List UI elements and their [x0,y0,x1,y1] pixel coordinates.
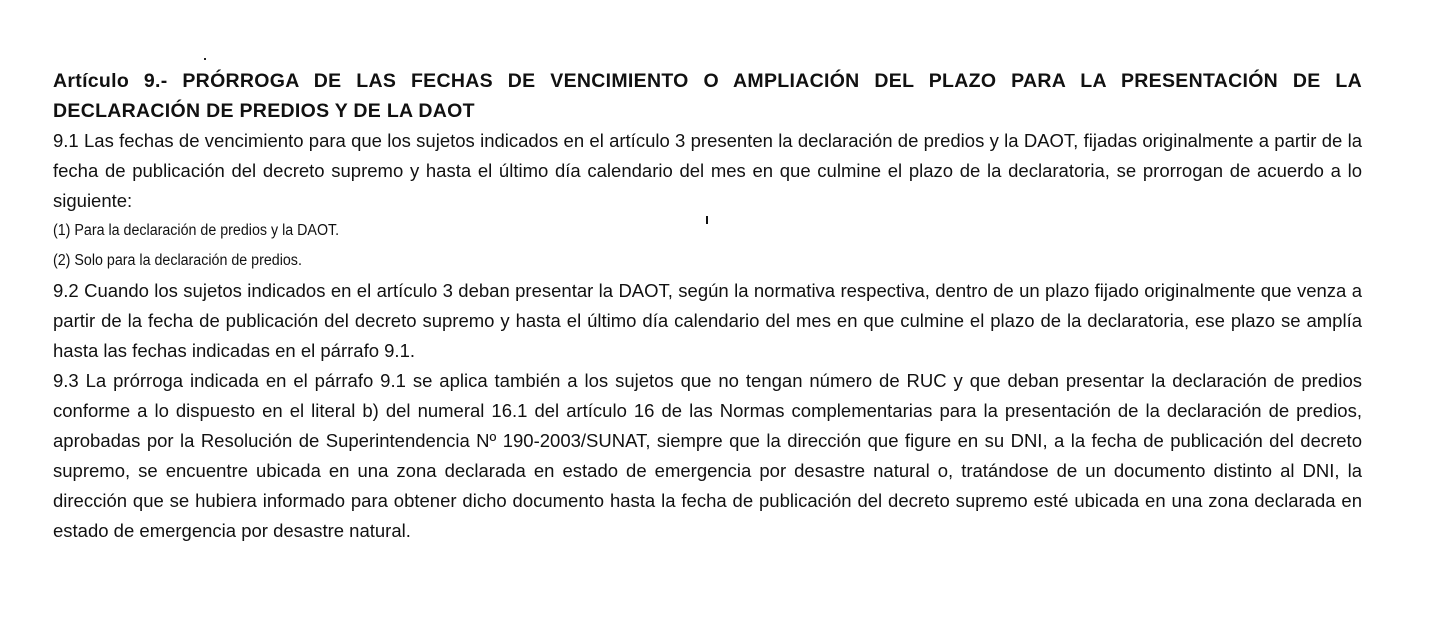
stray-dot [204,58,206,60]
footnote-1: (1) Para la declaración de predios y la DAOT. [53,222,340,239]
article-title: Artículo 9.- PRÓRROGA DE LAS FECHAS DE VENCIMIENTO O AMPLIACIÓN DEL PLAZO PARA LA PRESENTACIÓN DE LA DECLARACIÓN DE PREDIOS Y DE LA DAOT [53,70,1362,122]
footnote-2: (2) Solo para la declaración de predios. [53,252,302,269]
paragraph-9-3: 9.3 La prórroga indicada en el párrafo 9.1 se aplica también a los sujetos que no tengan número de RUC y que deban presentar la declaración de predios conforme a lo dispuesto en el literal b) del numeral 16.1 del artículo 16 de las Normas complementarias para la presentación de la declaración de predios, aprobadas por la Resolución de Superintendencia Nº 190-2003/SUNAT, siempre que la dirección que figure en su DNI, a la fecha de publicación del decreto supremo, se encuentre ubicada en una zona declarada en estado de emergencia por desastre natural o, tratándose de un documento distinto al DNI, la dirección que se hubiera informado para obtener dicho documento hasta la fecha de publicación del decreto supremo esté ubicada en una zona declarada en estado de emergencia por desastre natural. [53,370,1362,541]
paragraph-9-2: 9.2 Cuando los sujetos indicados en el artículo 3 deban presentar la DAOT, según la normativa respectiva, dentro de un plazo fijado originalmente que venza a partir de la fecha de publicación del decreto supremo y hasta el último día calendario del mes en que culmine el plazo de la declaratoria, ese plazo se amplía hasta las fechas indicadas en el párrafo 9.1. [53,280,1362,361]
document-body [53,66,1362,546]
paragraph-9-1: 9.1 Las fechas de vencimiento para que los sujetos indicados en el artículo 3 presenten la declaración de predios y la DAOT, fijadas originalmente a partir de la fecha de publicación del decreto supremo y hasta el último día calendario del mes en que culmine el plazo de la declaratoria, se prorrogan de acuerdo a lo siguiente: [53,130,1362,211]
